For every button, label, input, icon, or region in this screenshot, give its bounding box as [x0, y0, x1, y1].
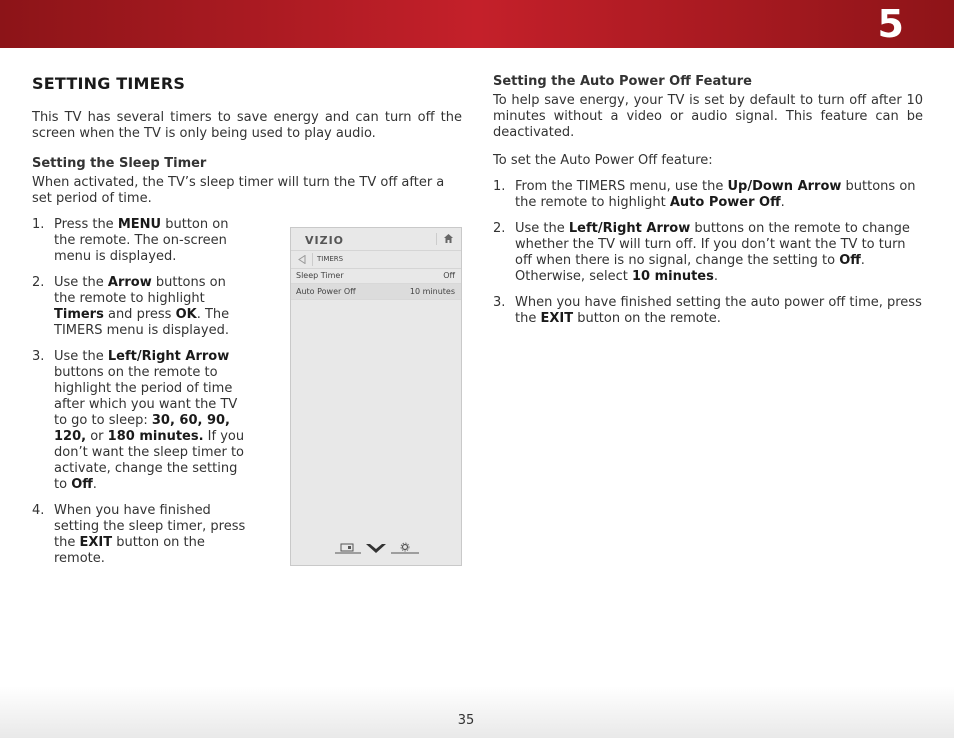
step: [32, 349, 247, 493]
emphasis-text: Left/Right Arrow: [107, 349, 230, 364]
step-number: 1.: [493, 179, 506, 194]
step-text-part: .: [713, 269, 718, 284]
step-text: [54, 217, 228, 264]
step-number: 3.: [32, 349, 45, 364]
emphasis-text: 180 minutes.: [107, 429, 204, 444]
step-text-part: Use the: [515, 221, 569, 236]
breadcrumb-divider: [312, 253, 313, 266]
emphasis-text: Off: [839, 253, 861, 268]
emphasis-text: Up/Down Arrow: [727, 179, 842, 194]
vizio-logo: VIZIO: [305, 234, 345, 247]
step-text: [54, 275, 229, 338]
tv-menu-row-auto-power-off: [291, 284, 461, 300]
tv-menu-row-sleep-timer: [291, 268, 461, 284]
step: [32, 217, 247, 265]
emphasis-text: Left/Right Arrow: [568, 221, 691, 236]
step-text-part: When you have finished setting the sleep timer, press the: [54, 503, 246, 550]
home-icon: [436, 233, 455, 245]
step-text-part: Press the: [54, 217, 118, 232]
row-value: Off: [443, 271, 455, 280]
tv-menu-bottom-icons: [335, 542, 421, 556]
step-number: 3.: [493, 295, 506, 310]
auto-power-off-lead: To set the Auto Power Off feature:: [493, 153, 713, 168]
step: [32, 503, 247, 567]
step-text-part: Use the: [54, 349, 108, 364]
emphasis-text: 30, 60, 90, 120,: [54, 413, 230, 444]
step-text: [515, 295, 922, 326]
input-icon: [335, 542, 361, 556]
step-text-part: From the TIMERS menu, use the: [515, 179, 728, 194]
chapter-number: 5: [877, 2, 904, 46]
emphasis-text: Off: [71, 477, 93, 492]
chapter-header-bar: [0, 0, 954, 48]
step-text-part: buttons on the remote to change whether the TV will turn off. If you don’t want the TV to turn off when there is no signal, change the setting to: [515, 221, 910, 268]
step: [493, 179, 923, 211]
step-text-part: When you have finished setting the auto power off time, press the: [515, 295, 922, 326]
tv-menu-topbar: [291, 228, 461, 251]
tv-menu-breadcrumb: [291, 251, 461, 269]
step-text-part: .: [780, 195, 785, 210]
step-number: 1.: [32, 217, 45, 232]
step-text-part: buttons on the remote to highlight: [515, 179, 916, 210]
step: [493, 221, 923, 285]
emphasis-text: 10 minutes: [631, 269, 714, 284]
emphasis-text: EXIT: [540, 311, 574, 326]
step-text-part: button on the remote. The on-screen menu is displayed.: [54, 217, 229, 264]
step-text: [54, 349, 244, 492]
sleep-timer-steps: [32, 217, 247, 567]
step: [32, 275, 247, 339]
step-text: [515, 221, 910, 284]
step-text: [515, 179, 916, 210]
row-label: Auto Power Off: [296, 287, 356, 296]
step-text-part: .: [92, 477, 97, 492]
step: [493, 295, 923, 327]
step-text-part: buttons on the remote to highlight: [54, 275, 226, 306]
step-text-part: Use the: [54, 275, 108, 290]
step-text-part: . The TIMERS menu is displayed.: [54, 307, 230, 338]
step-text-part: button on the remote.: [54, 535, 205, 566]
breadcrumb-label: TIMERS: [317, 255, 344, 263]
emphasis-text: Timers: [54, 307, 104, 322]
tv-menu-screenshot: [290, 227, 462, 566]
emphasis-text: EXIT: [79, 535, 113, 550]
step-text-part: or: [86, 429, 108, 444]
step-number: 2.: [493, 221, 506, 236]
section-title: SETTING TIMERS: [32, 74, 186, 93]
emphasis-text: MENU: [117, 217, 162, 232]
vizio-v-icon: [365, 542, 387, 556]
gear-icon: [391, 542, 419, 556]
emphasis-text: Arrow: [107, 275, 152, 290]
emphasis-text: Auto Power Off: [669, 195, 781, 210]
sleep-timer-intro: When activated, the TV’s sleep timer will turn the TV off after a set period of time.: [32, 175, 445, 206]
step-text-part: buttons on the remote to highlight the period of time after which you want the TV to go to sleep:: [54, 365, 238, 428]
row-label: Sleep Timer: [296, 271, 344, 280]
step-number: 4.: [32, 503, 45, 518]
step-text-part: If you don’t want the sleep timer to activate, change the setting to: [54, 429, 245, 492]
sleep-timer-heading: Setting the Sleep Timer: [32, 156, 207, 171]
auto-power-off-intro: To help save energy, your TV is set by default to turn off after 10 minutes without a video or audio signal. This feature can be deactivated.: [493, 93, 923, 140]
step-number: 2.: [32, 275, 45, 290]
right-column: [493, 74, 923, 337]
step-text-part: and press: [103, 307, 176, 322]
emphasis-text: OK: [175, 307, 197, 322]
auto-power-off-steps: [493, 179, 923, 327]
back-arrow-icon: [298, 255, 306, 266]
intro-paragraph: This TV has several timers to save energy and can turn off the screen when the TV is only being used to play audio.: [32, 110, 462, 141]
step-text-part: . Otherwise, select: [515, 253, 865, 284]
page-number: 35: [457, 713, 475, 728]
auto-power-off-heading: Setting the Auto Power Off Feature: [493, 74, 752, 89]
step-text-part: button on the remote.: [573, 311, 721, 326]
step-text: [54, 503, 245, 566]
page-footer: [0, 686, 954, 738]
row-value: 10 minutes: [409, 287, 455, 296]
